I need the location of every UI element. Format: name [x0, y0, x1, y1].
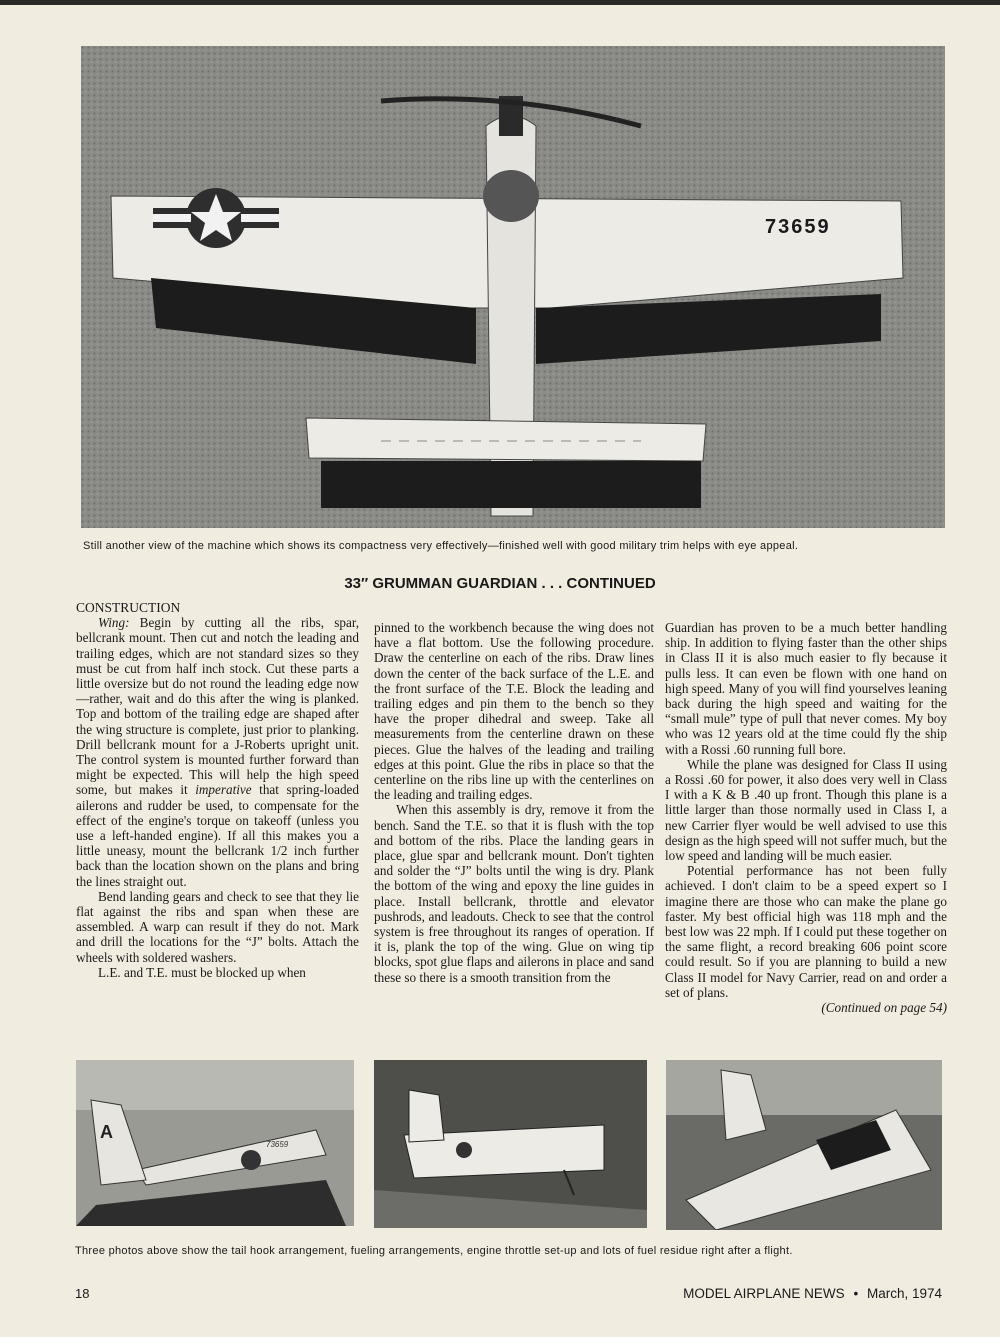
paragraph — [76, 615, 359, 889]
paragraph: pinned to the workbench because the wing does not have a flat bottom. Use the following procedure. Draw the centerline on each of the ribs. Draw lines down the center of the back surface of the L.E. and the front surface of the T.E. Block the leading and trailing edges and pin them to the bench so they have the proper dihedral and sweep. Take all measurements from the centerline drawn on these pieces. Glue the halves of the leading and trailing edges at this point. Glue the ribs in place so that the centerline on the ribs line up with the centerlines on the leading and trailing edges. — [374, 620, 654, 803]
magazine-name: MODEL AIRPLANE NEWS — [683, 1286, 845, 1301]
bottom-photos-caption: Three photos above show the tail hook arrangement, fueling arrangements, engine throttle set-up and lots of fuel residue right after a flight. — [75, 1245, 793, 1257]
bottom-photo-3 — [666, 1060, 942, 1230]
emphasis: imperative — [195, 782, 252, 798]
paragraph: When this assembly is dry, remove it from the bench. Sand the T.E. so that it is flush with the top and bottom of the ribs. Place the landing gears in place, glue spar and bellcrank mount. Don't tighten and solder the “J” bolts until the wing is dry. Plank the bottom of the wing and epoxy the line guides in place. Install bellcrank, throttle and elevator pushrods, and leadouts. Check to see that the control system is free throughout its ranges of operation. If it is, plank the top of the wing. Glue on wing tip blocks, spot glue flaps and ailerons in place and sand these so there is a smooth transition from the — [374, 802, 654, 985]
tail-number: 73659 — [765, 216, 831, 238]
wing-lead: Wing: — [98, 615, 130, 631]
page-top-rule — [0, 0, 1000, 5]
footer-publication — [683, 1286, 942, 1301]
bottom-photo-2 — [374, 1060, 647, 1228]
continued-note: (Continued on page 54) — [821, 1000, 947, 1016]
paragraph: Potential performance has not been fully achieved. I don't claim to be a speed expert so I imagine there are those who can make the plane go faster. My best official high was 118 mph and the best low was 22 mph. If I could put these together on the same flight, a record breaking 606 point score could result. So if you are planning to build a new Class II model for Navy Carrier, read on and order a set of plans. — [665, 863, 947, 1000]
fuselage-number: 73659 — [266, 1140, 289, 1149]
paragraph-text: that spring-loaded ailerons and rudder be used, to compensate for the effect of the engine's torque on takeoff (unless you use a left-handed engine). If all this makes you a little uneasy, mount the bellcrank 1/2 inch further back than the location shown on the plans and bring the lines straight out. — [76, 782, 359, 889]
article-column-1 — [76, 600, 359, 980]
tail-letter: A — [100, 1122, 113, 1142]
article-column-3 — [665, 620, 947, 1015]
paragraph: Bend landing gears and check to see that they lie flat against the ribs and span when these are assembled. A warp can result if they do not. Mark and drill the locations for the “J” bolts. Attach the wheels with soldered washers. — [76, 888, 359, 965]
article-headline: 33″ GRUMMAN GUARDIAN . . . CONTINUED — [344, 575, 656, 592]
footer-bullet: • — [853, 1286, 859, 1301]
top-photo-caption: Still another view of the machine which shows its compactness very effectively—finished well with good military trim helps with eye appeal. — [83, 540, 799, 552]
page-number: 18 — [75, 1286, 90, 1301]
issue-date: March, 1974 — [866, 1286, 942, 1301]
paragraph-text: Begin by cutting all the ribs, spar, bellcrank mount. Then cut and notch the leading and trailing edges, which are not standard sizes so they must be cut from half inch stock. Cut these parts a little oversize but do not round the leading edge now —rather, wait and do this after the wing is planked. Top and bottom of the trailing edge are shaped after the wing structure is complete, just prior to planking. Drill bellcrank mount for a J-Roberts upright unit. The control system is mounted further forward than might be expected. This will help the high speed some, but makes it — [76, 615, 359, 798]
section-title: CONSTRUCTION — [76, 600, 181, 615]
paragraph: L.E. and T.E. must be blocked up when — [98, 964, 306, 980]
article-column-2 — [374, 620, 654, 985]
top-photo — [81, 46, 945, 528]
paragraph: While the plane was designed for Class II using a Rossi .60 for power, it also does very well in Class I with a K & B .40 up front. Though this plane is a little larger than those normally used in Class I, a new Carrier flyer would be well advised to use this design as the high speed will not suffer much, but the low speed and landing will be much easier. — [665, 756, 947, 864]
paragraph: Guardian has proven to be a much better handling ship. In addition to flying faster than the other ships in Class II it is also much easier to fly because it pulls less. It can even be flown with one hand on high speed. Many of you will find yourselves leaning back during the high speed and waiting for the “small mule” type of pull that never comes. My boy who was 12 years old at the time could fly the ship with a Rossi .60 running full bore. — [665, 620, 947, 757]
bottom-photo-1 — [76, 1060, 354, 1226]
